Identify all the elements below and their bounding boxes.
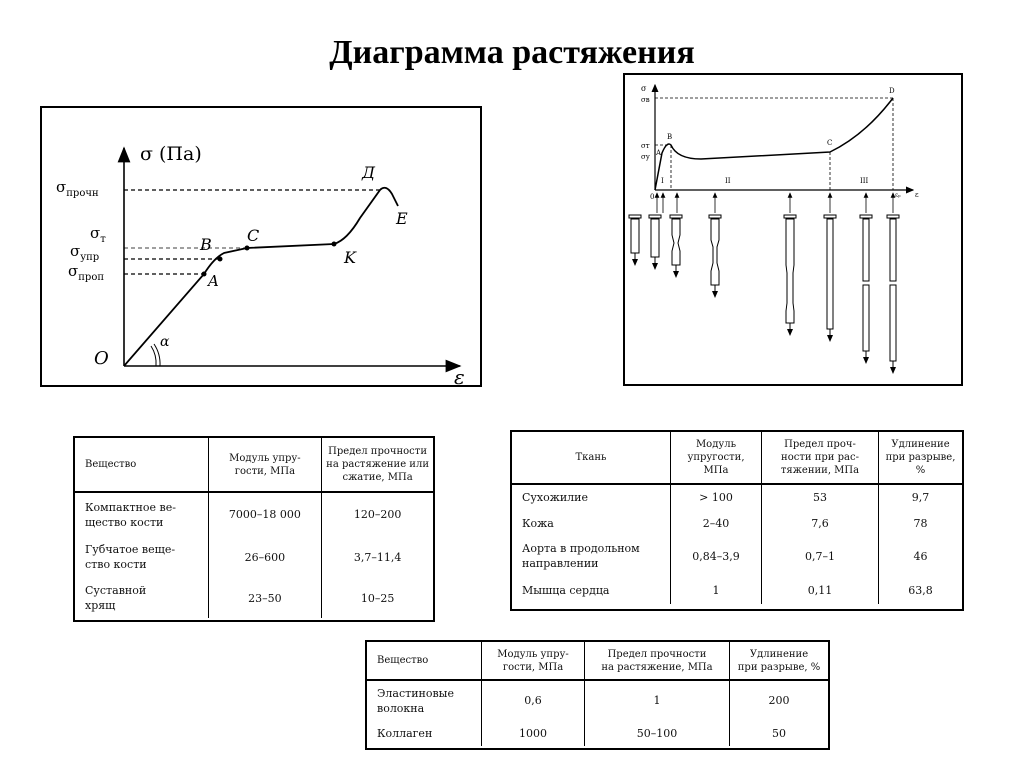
table-tissue-panel [510, 430, 964, 611]
column-header: Предел проч- ности при рас- тяжении, МПа [762, 432, 879, 484]
table-cell: Суставной хрящ [85, 584, 147, 612]
table-cell: 63,8 [879, 576, 963, 604]
specimen-6 [824, 215, 836, 341]
table-cell: 2–40 [671, 510, 762, 536]
specimen-svg [625, 75, 961, 384]
stress-strain-svg [42, 108, 480, 385]
table-cell: 1 [585, 680, 730, 720]
point-c-label: C [247, 226, 260, 245]
specimen-2 [649, 215, 661, 269]
right-label-eps: ε [915, 191, 919, 199]
table-cell: 200 [730, 680, 829, 720]
table-row [512, 510, 962, 536]
right-label-o: 0 [650, 193, 655, 201]
table-cell: 0,84–3,9 [671, 536, 762, 576]
sigma-t-label: $\sigma_т$ [90, 224, 106, 245]
specimen-8 [887, 215, 899, 373]
right-label-b: B [667, 133, 673, 141]
table-cell: 78 [879, 510, 963, 536]
column-header: Модуль упругости, МПа [671, 432, 762, 484]
stress-strain-diagram [40, 106, 482, 387]
column-header: Модуль упру- гости, МПа [482, 642, 585, 680]
specimen-3 [670, 215, 682, 277]
right-label-sigma: σ [641, 84, 647, 93]
specimen-7 [860, 215, 872, 363]
table-row [512, 484, 962, 510]
table-row [75, 578, 433, 618]
table-bone-header [75, 438, 433, 492]
table-row [75, 536, 433, 578]
table-cell: Губчатое веще- ство кости [85, 543, 176, 571]
column-header: Предел прочности на растяжение или сжатие, МПа [322, 438, 433, 492]
table-cell: 9,7 [879, 484, 963, 510]
table-row [512, 576, 962, 604]
point-e-label: E [396, 209, 408, 228]
specimens [629, 215, 899, 373]
table-cell: 0,7–1 [762, 536, 879, 576]
sigma-upr-label: $\sigma_{упр}$ [70, 242, 100, 263]
right-label-ii: II [725, 177, 731, 185]
table-cell: 3,7–11,4 [322, 536, 433, 578]
point-d-label: Д [362, 163, 376, 182]
epsilon-axis-label: ε [454, 365, 465, 385]
column-header: Удлинение при разрыве, % [730, 642, 829, 680]
point-b-marker [218, 257, 223, 262]
column-header: Ткань [512, 432, 671, 484]
specimen-4 [709, 215, 721, 297]
point-b-label: B [200, 235, 212, 254]
column-header: Вещество [75, 438, 208, 492]
origin-label: O [94, 348, 109, 369]
table-cell: > 100 [671, 484, 762, 510]
point-k-marker [332, 242, 337, 247]
table-cell: 1 [671, 576, 762, 604]
sigma-axis-label: σ (Па) [140, 143, 202, 165]
sigma-prochn-label: $\sigma_{прочн}$ [56, 178, 99, 199]
right-label-sigma-t: σт [641, 142, 650, 150]
specimen-diagram [623, 73, 963, 386]
point-a-label: A [208, 272, 219, 290]
right-label-eps-r: εₚ [895, 192, 901, 199]
right-curve [655, 98, 893, 190]
table-cell: 23–50 [208, 578, 321, 618]
table-cell: 0,6 [482, 680, 585, 720]
specimen-5 [784, 215, 796, 335]
table-fiber-panel [365, 640, 830, 750]
table-cell: 0,11 [762, 576, 879, 604]
slide-title: Диаграмма растяжения [329, 34, 695, 71]
table-cell: 7,6 [762, 510, 879, 536]
table-fiber-header [367, 642, 828, 680]
specimen-1 [629, 215, 641, 265]
table-cell: 10–25 [322, 578, 433, 618]
table-fiber [367, 642, 828, 746]
column-header: Вещество [367, 642, 482, 680]
right-label-sigma-v: σв [641, 96, 650, 104]
table-row [367, 680, 828, 720]
right-label-d: D [889, 87, 895, 95]
point-k-label: K [344, 248, 356, 267]
right-label-sigma-upr: σу [641, 153, 650, 161]
table-cell: 7000–18 000 [208, 492, 321, 536]
table-cell: 120–200 [322, 492, 433, 536]
table-cell: 50 [730, 720, 829, 746]
right-label-i: I [661, 177, 664, 185]
right-label-c: C [827, 139, 833, 147]
table-row [75, 492, 433, 536]
specimen-pointer-arrows [657, 193, 893, 213]
alpha-arc-inner [151, 346, 156, 366]
table-cell: 1000 [482, 720, 585, 746]
point-a-marker [202, 272, 207, 277]
table-bone [75, 438, 433, 618]
table-row [367, 720, 828, 746]
table-cell: 26–600 [208, 536, 321, 578]
table-cell: 50–100 [585, 720, 730, 746]
table-cell: Мышца сердца [522, 583, 610, 597]
sigma-prop-label: $\sigma_{проп}$ [68, 262, 105, 283]
table-cell: Кожа [522, 516, 554, 530]
table-cell: Коллаген [377, 726, 433, 740]
column-header: Предел прочности на растяжение, МПа [585, 642, 730, 680]
table-tissue [512, 432, 962, 604]
right-label-a: A [656, 149, 662, 157]
point-c-marker [245, 246, 250, 251]
table-cell: Аорта в продольном направлении [522, 542, 640, 570]
table-bone-panel [73, 436, 435, 622]
table-cell: 46 [879, 536, 963, 576]
right-label-iii: III [860, 177, 869, 185]
table-cell: Эластиновые волокна [377, 686, 454, 715]
column-header: Удлинение при разрыве, % [879, 432, 963, 484]
column-header: Модуль упру- гости, МПа [208, 438, 321, 492]
table-tissue-header [512, 432, 962, 484]
table-cell: Сухожилие [522, 491, 588, 504]
table-cell: Компактное ве- щество кости [85, 500, 176, 529]
table-cell: 53 [762, 484, 879, 510]
table-row [512, 536, 962, 576]
alpha-label: α [160, 334, 170, 350]
